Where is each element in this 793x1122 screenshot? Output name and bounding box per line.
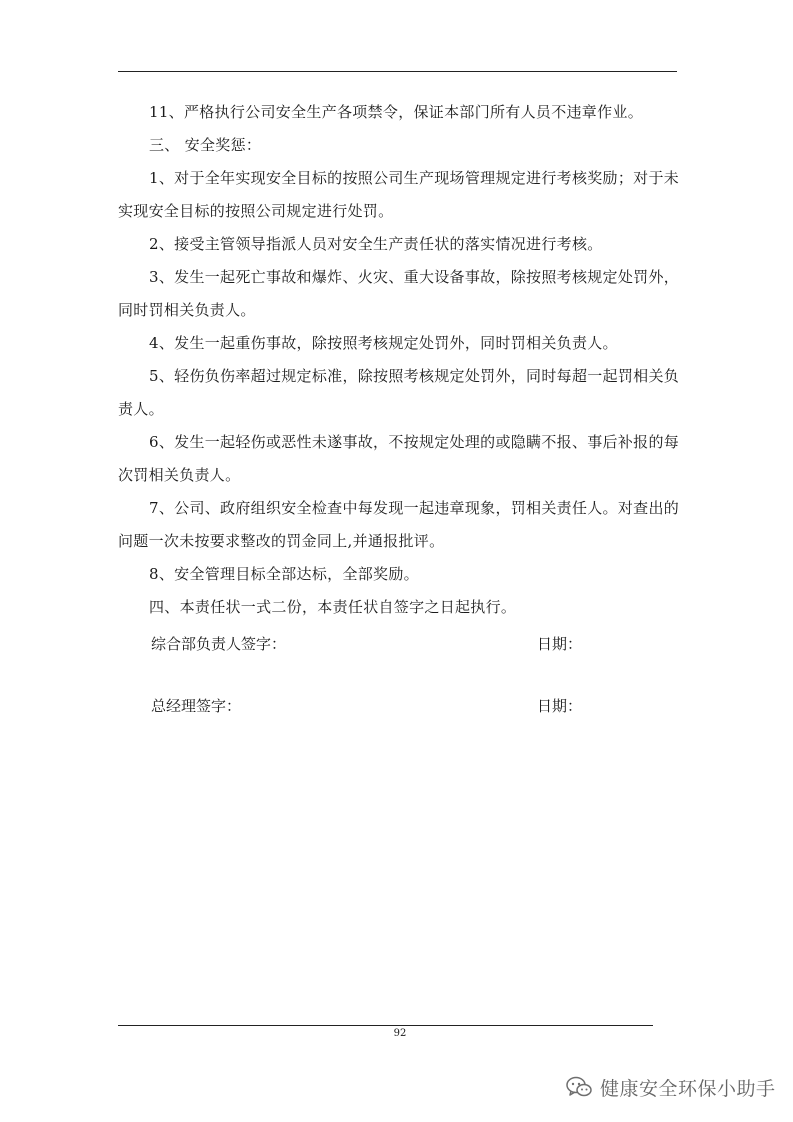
header-rule <box>118 71 677 72</box>
signature-label: 综合部负责人签字： <box>151 635 287 653</box>
footer-rule <box>118 1025 653 1026</box>
paragraph-item-5: 5、轻伤负伤率超过规定标准，除按照考核规定处罚外，同时每超一起罚相关负责人。 <box>118 367 680 418</box>
signature-row-manager <box>151 694 591 718</box>
paragraph-item-1: 1、对于全年实现安全目标的按照公司生产现场管理规定进行考核奖励；对于未实现安全目标的按照公司规定进行处罚。 <box>118 169 680 220</box>
paragraph-item-2: 2、接受主管领导指派人员对安全生产责任状的落实情况进行考核。 <box>149 235 603 253</box>
wechat-icon <box>566 1076 592 1098</box>
section-heading-execution: 四、本责任状一式二份，本责任状自签字之日起执行。 <box>149 598 517 616</box>
watermark <box>566 1072 776 1102</box>
paragraph-item-6: 6、发生一起轻伤或恶性未遂事故，不按规定处理的或隐瞒不报、事后补报的每次罚相关负责人。 <box>118 433 680 484</box>
date-label: 日期： <box>537 697 583 715</box>
paragraph-item-11: 11、严格执行公司安全生产各项禁令，保证本部门所有人员不违章作业。 <box>149 103 643 121</box>
paragraph-item-4: 4、发生一起重伤事故，除按照考核规定处罚外，同时罚相关负责人。 <box>149 334 618 352</box>
document-body <box>118 96 680 624</box>
paragraph-item-3: 3、发生一起死亡事故和爆炸、火灾、重大设备事故，除按照考核规定处罚外，同时罚相关负责人。 <box>118 268 680 319</box>
page-number: 92 <box>393 1028 407 1039</box>
date-label: 日期： <box>537 635 583 653</box>
signature-label: 总经理签字： <box>151 697 242 715</box>
signature-row-admin <box>151 632 591 656</box>
watermark-text: 健康安全环保小助手 <box>600 1077 776 1100</box>
paragraph-item-7: 7、公司、政府组织安全检查中每发现一起违章现象，罚相关责任人。对查出的问题一次未按要求整改的罚金同上,并通报批评。 <box>118 499 680 550</box>
paragraph-item-8: 8、安全管理目标全部达标，全部奖励。 <box>149 565 419 583</box>
section-heading-rewards: 三、 安全奖惩： <box>149 136 262 154</box>
